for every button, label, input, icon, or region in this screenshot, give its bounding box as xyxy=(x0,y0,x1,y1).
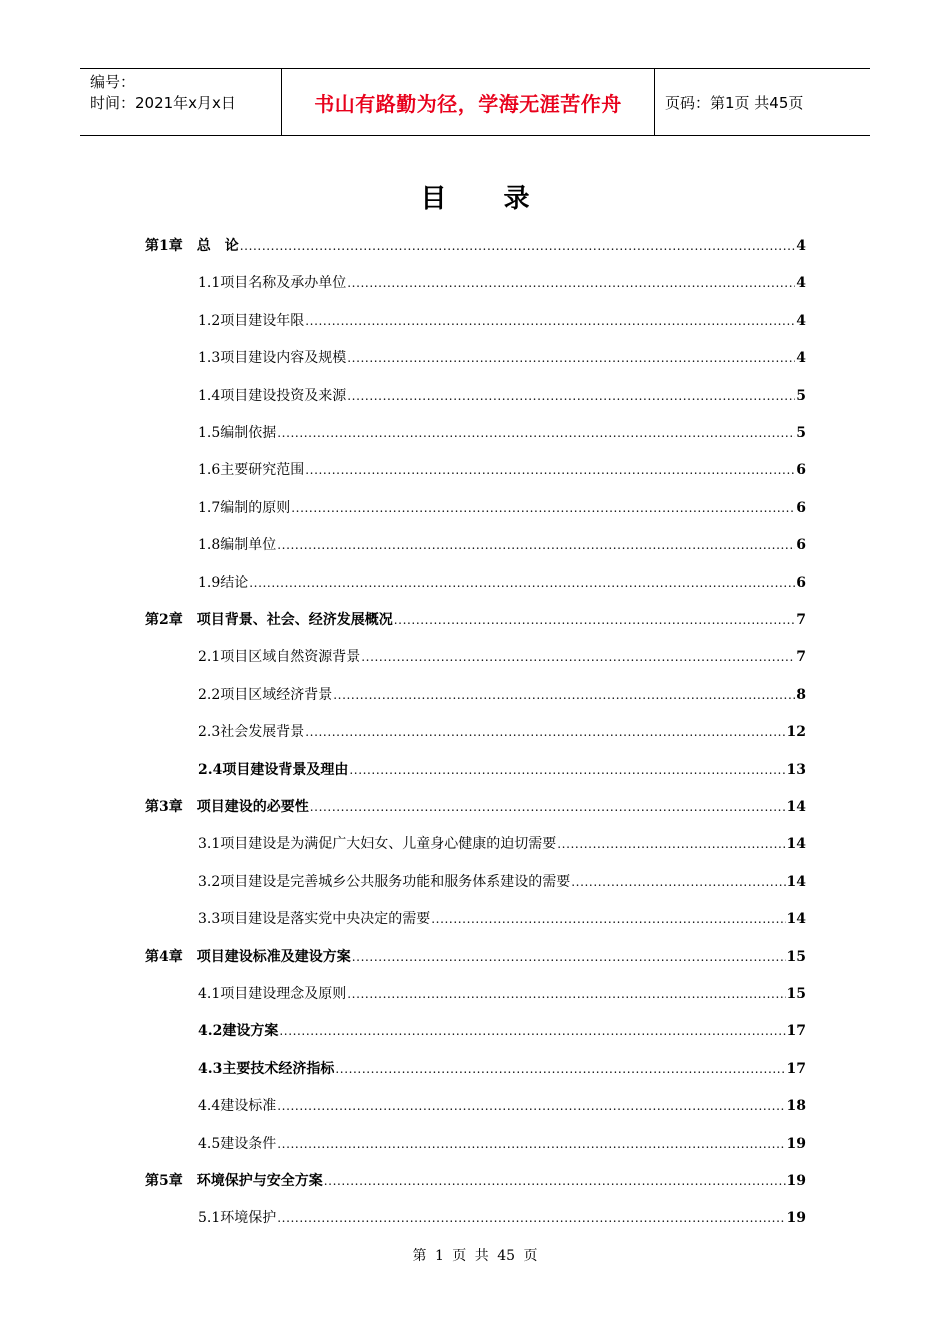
toc-entry-page-number: 17 xyxy=(786,1060,806,1077)
toc-dot-leader xyxy=(349,755,785,785)
toc-dot-leader xyxy=(335,1054,785,1084)
toc-entry[interactable] xyxy=(145,605,806,635)
toc-dot-leader xyxy=(305,455,795,485)
toc-entry[interactable] xyxy=(198,306,806,336)
toc-entry-label: 4.3主要技术经济指标 xyxy=(198,1060,335,1077)
toc-dot-leader xyxy=(352,942,786,972)
toc-dot-leader xyxy=(277,530,795,560)
toc-dot-leader xyxy=(249,568,795,598)
toc-entry-label: 3.3项目建设是落实党中央决定的需要 xyxy=(198,911,431,928)
toc-entry-page-number: 5 xyxy=(796,425,806,441)
toc-dot-leader xyxy=(571,867,785,897)
toc-entry-label: 5.1环境保护 xyxy=(198,1210,277,1227)
toc-entry[interactable] xyxy=(198,530,806,560)
toc-entry-page-number: 6 xyxy=(796,574,806,591)
serial-number-label: 编号： xyxy=(90,73,136,91)
toc-entry[interactable] xyxy=(198,1091,806,1121)
toc-entry-page-number: 4 xyxy=(796,238,806,254)
toc-dot-leader xyxy=(347,343,795,373)
motto-text: 书山有路勤为径，学海无涯苦作舟 xyxy=(314,91,622,116)
toc-entry-page-number: 7 xyxy=(796,649,806,666)
toc-entry[interactable] xyxy=(145,231,806,261)
toc-entry-label: 第3章 项目建设的必要性 xyxy=(145,799,309,815)
toc-entry[interactable] xyxy=(198,717,806,747)
toc-entry[interactable] xyxy=(198,268,806,298)
toc-entry[interactable] xyxy=(198,642,806,672)
header-page-info xyxy=(655,69,870,135)
toc-dot-leader xyxy=(279,1016,785,1046)
toc-entry-label: 2.1项目区域自然资源背景 xyxy=(198,649,361,666)
toc-dot-leader xyxy=(324,1166,786,1196)
toc-dot-leader xyxy=(240,231,796,261)
toc-dot-leader xyxy=(305,717,785,747)
toc-entry-page-number: 6 xyxy=(796,499,806,516)
toc-dot-leader xyxy=(277,1129,785,1159)
toc-dot-leader xyxy=(277,1091,785,1121)
toc-entry-label: 2.4项目建设背景及理由 xyxy=(198,761,349,778)
toc-entry-page-number: 15 xyxy=(786,948,806,965)
toc-entry[interactable] xyxy=(198,755,806,785)
toc-entry-page-number: 19 xyxy=(786,1135,806,1152)
toc-entry-page-number: 8 xyxy=(796,686,806,703)
toc-entry-label: 第2章 项目背景、社会、经济发展概况 xyxy=(145,612,393,628)
date-label: 时间：2021年x月x日 xyxy=(90,94,236,112)
toc-entry-page-number: 19 xyxy=(786,1210,806,1227)
toc-entry[interactable] xyxy=(198,1129,806,1159)
toc-entry-label: 第5章 环境保护与安全方案 xyxy=(145,1173,323,1189)
toc-entry-page-number: 15 xyxy=(786,986,806,1002)
toc-entry-label: 1.2项目建设年限 xyxy=(198,312,305,329)
toc-entry-page-number: 14 xyxy=(786,799,806,815)
toc-entry-page-number: 4 xyxy=(796,275,806,292)
toc-entry-page-number: 18 xyxy=(786,1098,806,1115)
toc-dot-leader xyxy=(347,268,795,298)
toc-dot-leader xyxy=(361,642,795,672)
toc-entry-label: 1.4项目建设投资及来源 xyxy=(198,387,347,404)
toc-entry[interactable] xyxy=(198,904,806,934)
toc-entry[interactable] xyxy=(198,343,806,373)
toc-dot-leader xyxy=(333,680,795,710)
toc-entry[interactable] xyxy=(145,792,806,822)
toc-entry-label: 4.5建设条件 xyxy=(198,1135,277,1152)
toc-dot-leader xyxy=(310,792,786,822)
toc-dot-leader xyxy=(305,306,795,336)
toc-entry-page-number: 13 xyxy=(786,761,806,778)
header-motto xyxy=(282,69,655,135)
toc-dot-leader xyxy=(347,979,785,1009)
toc-entry[interactable] xyxy=(198,493,806,523)
toc-entry-label: 1.6主要研究范围 xyxy=(198,462,305,479)
toc-entry-page-number: 6 xyxy=(796,537,806,554)
toc-entry-label: 1.7编制的原则 xyxy=(198,499,291,516)
toc-entry-page-number: 4 xyxy=(796,350,806,367)
document-header xyxy=(80,68,870,136)
page-info-text: 页码：第1页 共45页 xyxy=(665,93,804,112)
toc-dot-leader xyxy=(431,904,785,934)
toc-entry-label: 2.2项目区域经济背景 xyxy=(198,686,333,703)
toc-entry[interactable] xyxy=(198,455,806,485)
toc-entry-label: 3.2项目建设是完善城乡公共服务功能和服务体系建设的需要 xyxy=(198,873,571,890)
toc-entry-label: 第4章 项目建设标准及建设方案 xyxy=(145,948,351,965)
toc-entry-page-number: 14 xyxy=(786,873,806,890)
toc-entry-label: 4.4建设标准 xyxy=(198,1098,277,1115)
toc-title: 目 录 xyxy=(420,184,554,214)
toc-entry[interactable] xyxy=(198,381,806,411)
toc-entry[interactable] xyxy=(198,1054,806,1084)
header-meta xyxy=(80,69,282,135)
toc-entry-label: 1.3项目建设内容及规模 xyxy=(198,350,347,367)
toc-entry[interactable] xyxy=(198,418,806,448)
page-footer: 第 1 页 共 45 页 xyxy=(412,1248,538,1264)
toc-dot-leader xyxy=(277,418,795,448)
toc-entry[interactable] xyxy=(198,1016,806,1046)
toc-entry-page-number: 17 xyxy=(786,1023,806,1040)
toc-entry-label: 1.1项目名称及承办单位 xyxy=(198,275,347,292)
toc-entry[interactable] xyxy=(198,979,806,1009)
toc-entry[interactable] xyxy=(145,942,806,972)
toc-entry[interactable] xyxy=(145,1166,806,1196)
toc-entry-label: 4.2建设方案 xyxy=(198,1023,279,1040)
toc-entry[interactable] xyxy=(198,1203,806,1233)
toc-entry-page-number: 12 xyxy=(786,724,806,741)
toc-entry-label: 1.8编制单位 xyxy=(198,537,277,554)
toc-entry[interactable] xyxy=(198,867,806,897)
toc-entry-label: 第1章 总 论 xyxy=(145,238,239,254)
toc-dot-leader xyxy=(394,605,796,635)
toc-entry-label: 1.5编制依据 xyxy=(198,425,277,441)
toc-dot-leader xyxy=(291,493,795,523)
toc-entry[interactable] xyxy=(198,829,806,859)
toc-entry-page-number: 6 xyxy=(796,462,806,479)
toc-entry[interactable] xyxy=(198,568,806,598)
toc-entry-page-number: 7 xyxy=(796,612,806,628)
toc-dot-leader xyxy=(557,829,785,859)
toc-entry-label: 3.1项目建设是为满促广大妇女、儿童身心健康的迫切需要 xyxy=(198,836,557,853)
toc-entry-page-number: 14 xyxy=(786,911,806,928)
toc-dot-leader xyxy=(347,381,795,411)
toc-entry-label: 4.1项目建设理念及原则 xyxy=(198,986,347,1002)
toc-entry-page-number: 4 xyxy=(796,312,806,329)
toc-entry-page-number: 5 xyxy=(796,387,806,404)
toc-entry[interactable] xyxy=(198,680,806,710)
toc-dot-leader xyxy=(277,1203,785,1233)
toc-entry-label: 2.3社会发展背景 xyxy=(198,724,305,741)
toc-entry-page-number: 19 xyxy=(786,1173,806,1189)
toc-entry-label: 1.9结论 xyxy=(198,574,249,591)
toc-entry-page-number: 14 xyxy=(786,836,806,853)
